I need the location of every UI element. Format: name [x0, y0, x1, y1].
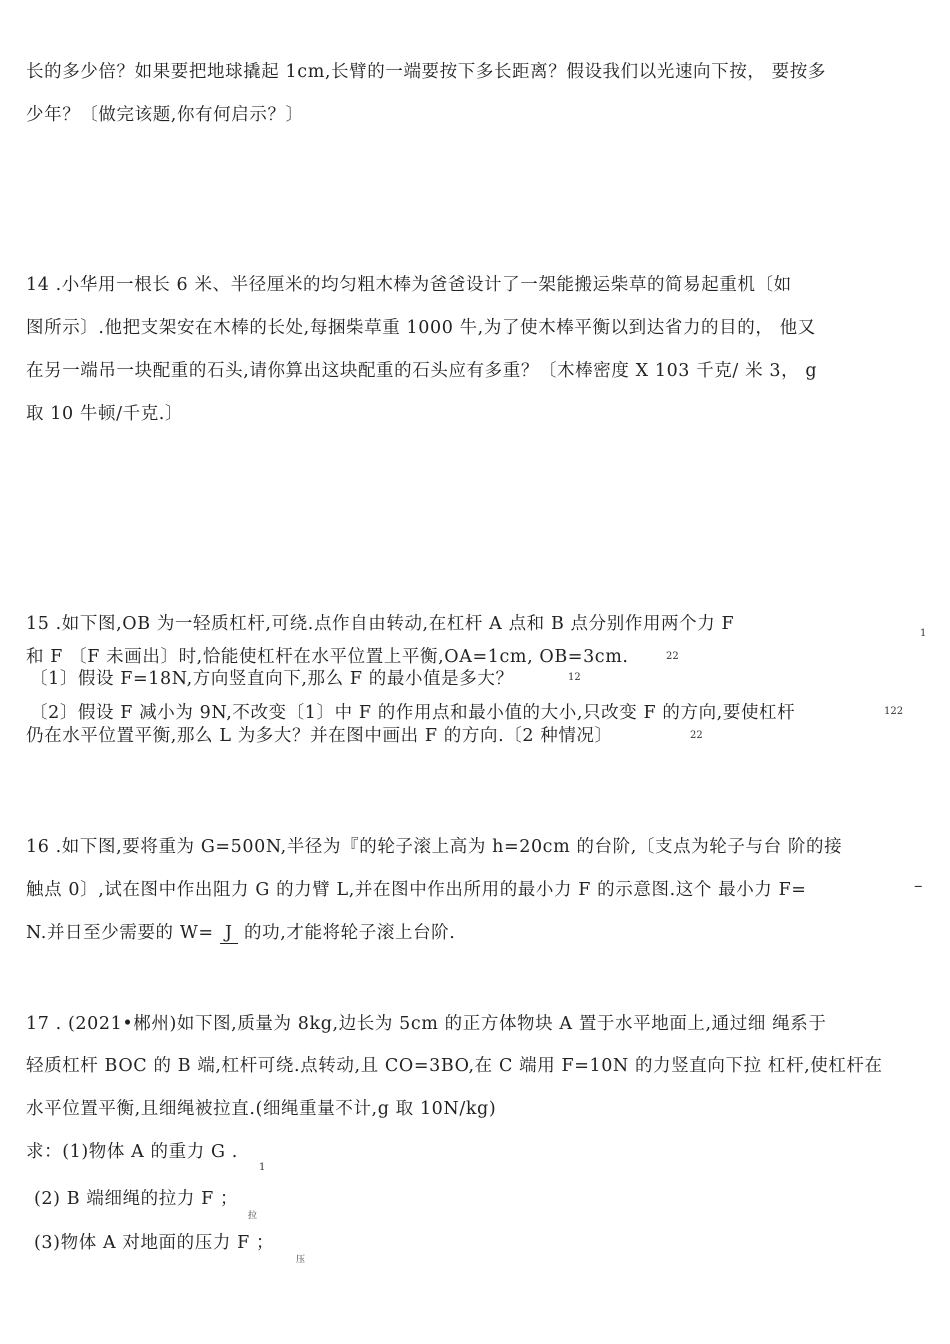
q17-line-1: 17 . (2021•郴州)如下图,质量为 8kg,边长为 5cm 的正方体物块 A 置于水平地面上,通过细 绳系于 — [26, 1014, 827, 1034]
q17-line-4: 求：(1)物体 A 的重力 G . — [26, 1142, 238, 1162]
q16-line-3b: 的功,才能将轮子滚上台阶. — [244, 923, 456, 943]
q15-line-3: 〔1〕假设 F=18N,方向竖直向下,那么 F 的最小值是多大？ — [30, 669, 514, 689]
q16-blank-1: – — [914, 876, 923, 896]
q17-line-5: (2) B 端细绳的拉力 F ； — [34, 1189, 239, 1209]
q15-line-5: 仍在水平位置平衡,那么 L 为多大？并在图中画出 F 的方向.〔2 种情况〕 — [26, 726, 613, 746]
q16-blank-2: J — [220, 923, 238, 944]
q15-line-2: 和 F 〔F 未画出〕时,恰能使杠杆在水平位置上平衡,OA=1cm, OB=3cm. — [26, 647, 629, 667]
top-line-1: 长的多少倍？如果要把地球撬起 1cm,长臂的一端要按下多长距离？假设我们以光速向下按， 要按多 — [26, 62, 826, 82]
q14-line-3: 在另一端吊一块配重的石头,请你算出这块配重的石头应有多重？〔木棒密度 X 103 千克/ 米 3， g — [26, 361, 818, 381]
q16-line-2: 触点 0〕,试在图中作出阻力 G 的力臂 L,并在图中作出所用的最小力 F 的示意图.这个 最小力 F= — [26, 880, 807, 900]
q17-line-2: 轻质杠杆 BOC 的 B 端,杠杆可绕.点转动,且 CO=3BO,在 C 端用 F=10N 的力竖直向下拉 杠杆,使杠杆在 — [26, 1056, 883, 1076]
q17-sub-4: 1 — [259, 1162, 266, 1173]
q16-line-3 — [26, 919, 455, 944]
q15-sub-1: 1 — [920, 628, 927, 639]
q15-sub-4: 122 — [884, 706, 904, 717]
q15-line-1: 15 .如下图,OB 为一轻质杠杆,可绕.点作自由转动,在杠杆 A 点和 B 点分别作用两个力 F — [26, 614, 735, 634]
q17-sub-5: 拉 — [248, 1211, 258, 1221]
q14-line-4: 取 10 牛顿/千克.〕 — [26, 404, 184, 424]
q14-line-1: 14 .小华用一根长 6 米、半径厘米的均匀粗木棒为爸爸设计了一架能搬运柴草的简易起重机〔如 — [26, 275, 792, 295]
q17-line-3: 水平位置平衡,且细绳被拉直.(细绳重量不计,g 取 10N/kg) — [26, 1099, 497, 1119]
q15-sub-2: 22 — [666, 651, 679, 662]
q17-sub-6: 压 — [296, 1255, 306, 1265]
q15-sub-3: 12 — [568, 672, 581, 683]
q17-line-6: (3)物体 A 对地面的压力 F ； — [34, 1233, 275, 1253]
q15-line-4: 〔2〕假设 F 减小为 9N,不改变〔1〕中 F 的作用点和最小值的大小,只改变 F 的方向,要使杠杆 — [30, 703, 796, 723]
q15-sub-5: 22 — [690, 730, 703, 741]
q16-line-1: 16 .如下图,要将重为 G=500N,半径为『的轮子滚上高为 h=20cm 的台阶,〔支点为轮子与台 阶的接 — [26, 837, 843, 857]
q14-line-2: 图所示〕.他把支架安在木棒的长处,每捆柴草重 1000 牛,为了使木棒平衡以到达省力的目的， 他又 — [26, 318, 816, 338]
q16-line-3a: N.并日至少需要的 W= — [26, 923, 214, 943]
top-line-2: 少年？〔做完该题,你有何启示？〕 — [26, 105, 304, 125]
